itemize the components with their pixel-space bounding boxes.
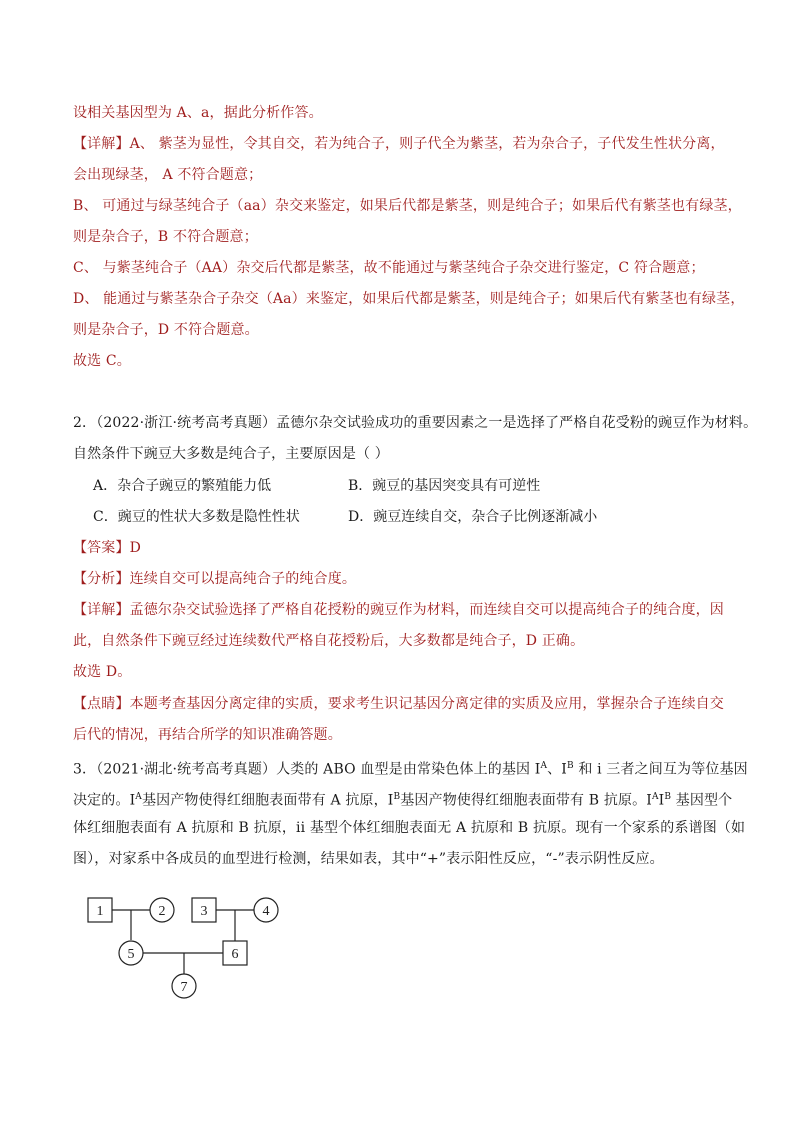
q2-stem-cont: 自然条件下豌豆大多数是纯合子，主要原因是（ ） bbox=[73, 446, 389, 462]
pedigree-diagram bbox=[80, 890, 310, 1010]
q3-stem-l3: 体红细胞表面有 A 抗原和 B 抗原，ii 基型个体红细胞表面无 A 抗原和 B 抗原。现有一个家系的系谱图（如 bbox=[73, 820, 746, 836]
analysis-text: 连续自交可以提高纯合子的纯合度。 bbox=[129, 571, 357, 587]
comment-tag: 【点睛】 bbox=[73, 696, 130, 712]
superscript: A bbox=[651, 792, 659, 802]
q1-intro: 设相关基因型为 A、a，据此分析作答。 bbox=[73, 105, 323, 121]
analysis-tag: 【分析】 bbox=[73, 571, 130, 587]
superscript: A bbox=[540, 761, 548, 771]
pedigree-label-4: 4 bbox=[262, 904, 270, 919]
superscript: B bbox=[393, 792, 401, 802]
q3-text: 基因产物使得红细胞表面带有 A 抗原，I bbox=[141, 792, 394, 809]
q2-detail-cont: 此，自然条件下豌豆经过连续数代严格自花授粉后，大多数都是纯合子，D 正确。 bbox=[73, 633, 585, 649]
q3-text: 决定的。I bbox=[73, 792, 136, 809]
pedigree-label-1: 1 bbox=[96, 904, 104, 919]
detail-tag: 【详解】 bbox=[73, 602, 130, 618]
detail-text: 孟德尔杂交试验选择了严格自花授粉的豌豆作为材料，而连续自交可以提高纯合子的纯合度，因 bbox=[129, 602, 724, 618]
q2-comment-cont: 后代的情况，再结合所学的知识准确答题。 bbox=[73, 727, 342, 743]
q2-analysis bbox=[73, 569, 356, 589]
q3-text: 基因型个 bbox=[671, 792, 733, 809]
q3-text: I bbox=[658, 792, 665, 809]
pedigree-label-2: 2 bbox=[158, 904, 166, 919]
pedigree-label-7: 7 bbox=[180, 980, 188, 995]
q3-stem-l2 bbox=[73, 787, 732, 811]
q1-detail-d: D、 能通过与紫茎杂合子杂交（Aa）来鉴定，如果后代都是紫茎，则是纯合子；如果后代有紫茎也有绿茎， bbox=[73, 291, 745, 307]
pedigree-label-6: 6 bbox=[231, 947, 239, 962]
q2-option-c: C．豌豆的性状大多数是隐性性状 bbox=[93, 509, 300, 525]
q1-detail-b: B、 可通过与绿茎纯合子（aa）杂交来鉴定，如果后代都是紫茎，则是纯合子；如果后代有紫茎也有绿茎， bbox=[73, 198, 742, 214]
q2-detail bbox=[73, 600, 724, 620]
answer-tag: 【答案】 bbox=[73, 540, 130, 556]
superscript: A bbox=[135, 792, 142, 802]
q1-detail-a-text: A、 紫茎为显性，令其自交，若为纯合子，则子代全为紫茎，若为杂合子，子代发生性状分离， bbox=[129, 136, 725, 152]
q1-detail-a-cont: 会出现绿茎， A 不符合题意； bbox=[73, 167, 263, 183]
q3-text: 、I bbox=[547, 761, 567, 778]
q2-option-b: B．豌豆的基因突变具有可逆性 bbox=[348, 478, 541, 494]
comment-text: 本题考查基因分离定律的实质，要求考生识记基因分离定律的实质及应用，掌握杂合子连续自交 bbox=[129, 696, 724, 712]
q2-comment bbox=[73, 694, 724, 714]
answer-value: D bbox=[129, 540, 141, 556]
q2-answer bbox=[73, 538, 141, 558]
q1-detail-b-cont: 则是杂合子，B 不符合题意； bbox=[73, 229, 258, 245]
q1-detail-c: C、 与紫茎纯合子（AA）杂交后代都是紫茎，故不能通过与紫茎纯合子杂交进行鉴定，C 符合题意； bbox=[73, 260, 705, 276]
q3-stem-l1 bbox=[73, 756, 748, 780]
q3-text: 3．（2021·湖北·统考高考真题）人类的 ABO 血型是由常染色体上的基因 I bbox=[73, 761, 541, 778]
superscript: B bbox=[566, 761, 574, 771]
q1-detail-d-cont: 则是杂合子，D 不符合题意。 bbox=[73, 322, 259, 338]
q1-detail-a bbox=[73, 134, 725, 154]
q2-option-d: D．豌豆连续自交，杂合子比例逐渐减小 bbox=[348, 509, 598, 525]
q3-text: 和 i 三者之间互为等位基因 bbox=[573, 761, 748, 778]
pedigree-label-3: 3 bbox=[200, 904, 208, 919]
q3-stem-l4: 图），对家系中各成员的血型进行检测，结果如表，其中“+”表示阳性反应，“-”表示阴性反应。 bbox=[73, 851, 664, 867]
q2-conclusion: 故选 D。 bbox=[73, 664, 132, 680]
detail-tag: 【详解】 bbox=[73, 136, 130, 152]
q2-option-a: A．杂合子豌豆的繁殖能力低 bbox=[93, 478, 272, 494]
q1-conclusion: 故选 C。 bbox=[73, 353, 131, 369]
q3-text: 基因产物使得红细胞表面带有 B 抗原。I bbox=[400, 792, 652, 809]
pedigree-label-5: 5 bbox=[127, 947, 135, 962]
q2-stem: 2．（2022·浙江·统考高考真题）孟德尔杂交试验成功的重要因素之一是选择了严格自花受粉的豌豆作为材料。 bbox=[73, 415, 758, 431]
superscript: B bbox=[664, 792, 672, 802]
